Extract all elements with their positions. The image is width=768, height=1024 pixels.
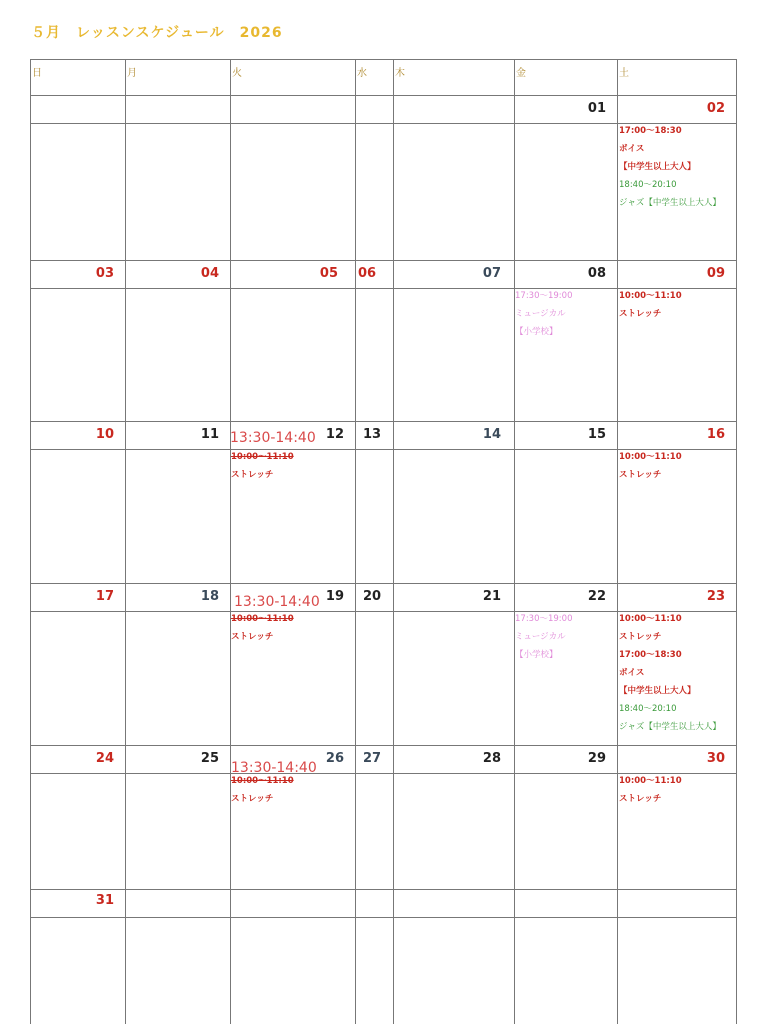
day-number: 20: [363, 589, 382, 604]
day-number: 22: [587, 589, 606, 604]
day-number: 06: [358, 266, 377, 281]
event-target: 【小学校】: [515, 650, 558, 660]
day-number: 10: [95, 427, 114, 442]
event-block: [619, 448, 682, 484]
day-number: 08: [587, 266, 606, 281]
event-target: 【中学生以上大人】: [619, 162, 696, 172]
event-block: [231, 610, 294, 646]
event-title: ストレッチ: [231, 470, 274, 480]
day-number: 26: [325, 751, 344, 766]
event-title: ボイス: [619, 144, 645, 154]
weekday-fri: 金: [516, 68, 526, 79]
grid-line: [736, 59, 737, 1024]
event-title: ストレッチ: [231, 632, 274, 642]
event-time-cancelled: 10:00～11:10: [231, 776, 294, 786]
day-number: 17: [95, 589, 114, 604]
day-number: 12: [325, 427, 344, 442]
day-number: 02: [706, 101, 725, 116]
event-title: ジャズ【中学生以上大人】: [619, 722, 721, 732]
event-title: ストレッチ: [231, 794, 274, 804]
day-number: 05: [319, 266, 338, 281]
event-time: 10:00～11:10: [619, 614, 682, 624]
day-number: 25: [200, 751, 219, 766]
day-number: 30: [706, 751, 725, 766]
event-block: [231, 448, 294, 484]
weekday-tue: 火: [232, 68, 242, 79]
event-title: ストレッチ: [619, 470, 662, 480]
event-title: ボイス: [619, 668, 645, 678]
event-target: 【中学生以上大人】: [619, 686, 696, 696]
event-time: 17:30～19:00: [515, 291, 573, 301]
day-number: 11: [200, 427, 219, 442]
grid-line: [30, 59, 737, 60]
time-overlay: 13:30-14:40: [234, 594, 320, 610]
day-number: 27: [363, 751, 382, 766]
page-title: ５月 レッスンスケジュール 2026: [31, 25, 283, 41]
day-number: 14: [482, 427, 501, 442]
time-overlay: 13:30-14:40: [231, 760, 317, 776]
day-number: 16: [706, 427, 725, 442]
grid-line: [30, 260, 737, 261]
event-time: 10:00～11:10: [619, 452, 682, 462]
event-time: 17:30～19:00: [515, 614, 573, 624]
event-time-cancelled: 10:00～11:10: [231, 452, 294, 462]
event-time: 17:00～18:30: [619, 126, 682, 136]
event-title: ストレッチ: [619, 309, 662, 319]
grid-line: [30, 745, 737, 746]
event-block: [619, 772, 682, 808]
event-time: 17:00～18:30: [619, 650, 682, 660]
grid-line: [30, 59, 31, 1024]
day-number: 21: [482, 589, 501, 604]
grid-line: [30, 583, 737, 584]
day-number: 24: [95, 751, 114, 766]
event-block: [515, 287, 573, 341]
day-number: 19: [325, 589, 344, 604]
event-time: 10:00～11:10: [619, 291, 682, 301]
grid-line: [125, 59, 126, 1024]
day-number: 13: [363, 427, 382, 442]
grid-line: [355, 59, 356, 1024]
day-number: 29: [587, 751, 606, 766]
day-number: 01: [587, 101, 606, 116]
weekday-sun: 日: [32, 68, 42, 79]
event-title: ミュージカル: [515, 309, 566, 319]
day-number: 18: [200, 589, 219, 604]
event-block: [619, 287, 682, 323]
grid-line: [617, 59, 618, 1024]
day-number: 28: [482, 751, 501, 766]
grid-line: [30, 421, 737, 422]
grid-line: [393, 59, 394, 1024]
grid-line: [230, 59, 231, 1024]
event-time: 18:40～20:10: [619, 704, 677, 714]
event-time: 10:00～11:10: [619, 776, 682, 786]
day-number: 04: [200, 266, 219, 281]
grid-line: [514, 59, 515, 1024]
event-block: [619, 122, 721, 212]
event-block: [231, 772, 294, 808]
grid-line: [30, 95, 737, 96]
day-number: 15: [587, 427, 606, 442]
day-number: 09: [706, 266, 725, 281]
event-block: [515, 610, 573, 664]
grid-line: [30, 917, 737, 918]
day-number: 07: [482, 266, 501, 281]
time-overlay: 13:30-14:40: [230, 430, 316, 446]
weekday-mon: 月: [127, 68, 137, 79]
day-number: 03: [95, 266, 114, 281]
event-time-cancelled: 10:00～11:10: [231, 614, 294, 624]
event-block: [619, 610, 721, 736]
day-number: 23: [706, 589, 725, 604]
weekday-sat: 土: [619, 68, 629, 79]
event-title: ストレッチ: [619, 794, 662, 804]
grid-line: [30, 889, 737, 890]
event-title: ジャズ【中学生以上大人】: [619, 198, 721, 208]
weekday-thu: 木: [395, 68, 405, 79]
day-number: 31: [95, 893, 114, 908]
event-time: 18:40～20:10: [619, 180, 677, 190]
weekday-wed: 水: [357, 68, 367, 79]
event-target: 【小学校】: [515, 327, 558, 337]
event-title: ミュージカル: [515, 632, 566, 642]
event-title: ストレッチ: [619, 632, 662, 642]
